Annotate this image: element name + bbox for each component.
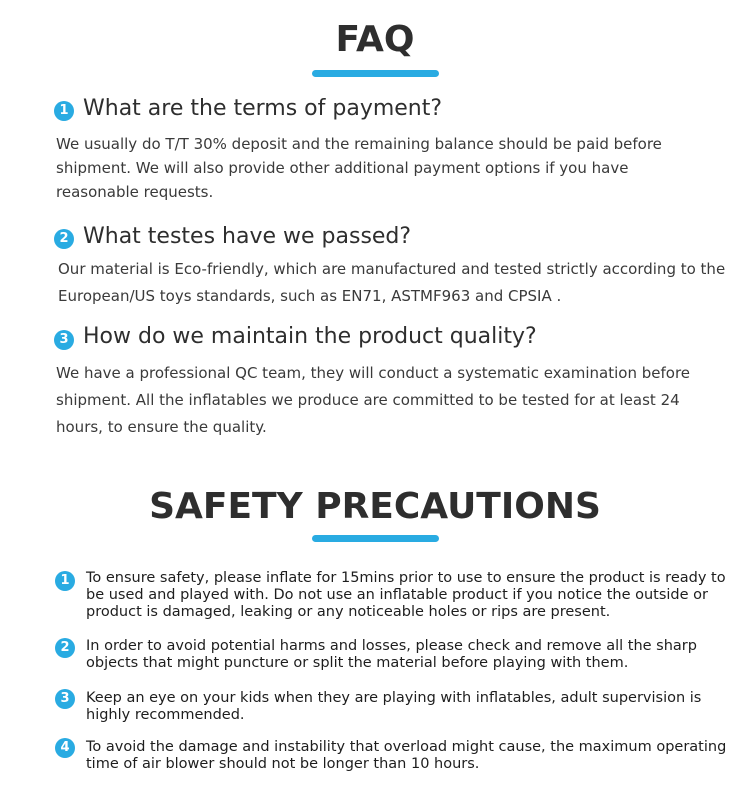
safety-number-badge: 4 <box>55 738 75 758</box>
safety-item-text: To ensure safety, please inflate for 15mins prior to use to ensure the product is ready to be used and played with. Do not use an inflatable product if you notice the outside or product is damaged, leaking or any noticeable holes or rips are present. <box>86 570 726 620</box>
safety-number-badge: 1 <box>55 571 75 591</box>
faq-number-badge: 2 <box>54 229 74 249</box>
safety-number-badge: 2 <box>55 638 75 658</box>
faq-answer: We have a professional QC team, they will conduct a systematic examination before shipment. All the inflatables we produce are committed to be tested for at least 24 hours, to ensure the quality. <box>56 364 691 436</box>
faq-number-badge: 3 <box>54 330 74 350</box>
faq-question: What are the terms of payment? <box>83 96 443 121</box>
safety-title-underline <box>312 535 439 542</box>
faq-answer: We usually do T/T 30% deposit and the remaining balance should be paid before shipment. We will also provide other additional payment options if you have reasonable requests. <box>56 135 662 201</box>
safety-item-text: In order to avoid potential harms and losses, please check and remove all the sharp objects that might puncture or split the material before playing with them. <box>86 638 697 671</box>
faq-number-badge: 1 <box>54 101 74 121</box>
safety-item-text: To avoid the damage and instability that overload might cause, the maximum operating time of air blower should not be longer than 10 hours. <box>86 739 727 772</box>
safety-item-text: Keep an eye on your kids when they are playing with inflatables, adult supervision is highly recommended. <box>86 690 702 723</box>
faq-title: FAQ <box>335 19 415 60</box>
safety-title: SAFETY PRECAUTIONS <box>149 486 601 527</box>
faq-title-underline <box>312 70 439 77</box>
faq-question: How do we maintain the product quality? <box>83 324 537 349</box>
faq-question: What testes have we passed? <box>83 224 412 249</box>
faq-answer: Our material is Eco-friendly, which are manufactured and tested strictly according to the European/US toys standards, such as EN71, ASTMF963 and CPSIA . <box>58 260 726 305</box>
safety-number-badge: 3 <box>55 689 75 709</box>
